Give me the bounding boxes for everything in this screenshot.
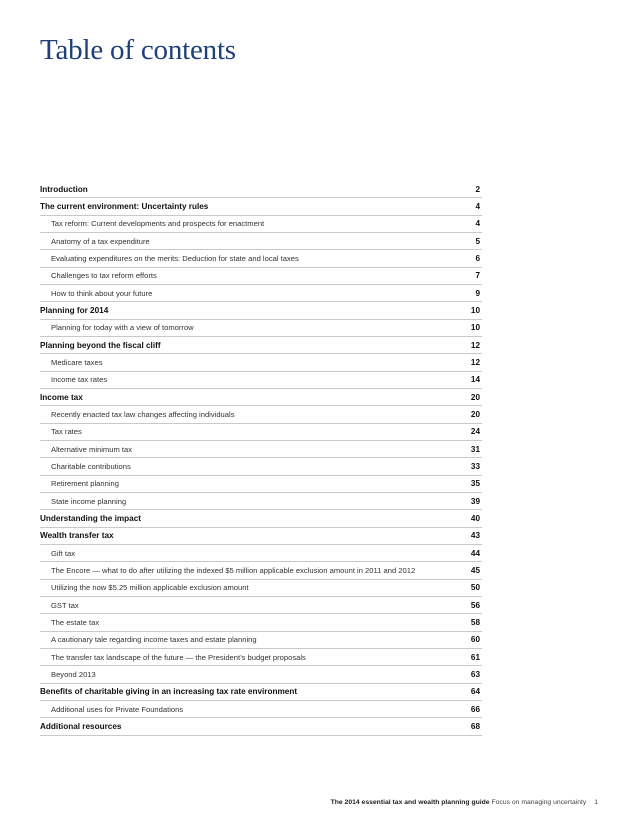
toc-entry-label: Recently enacted tax law changes affecting individuals [51, 409, 235, 419]
toc-entry-label: Additional resources [40, 721, 122, 731]
toc-entry-page-number: 6 [475, 253, 480, 263]
toc-entry-label: A cautionary tale regarding income taxes and estate planning [51, 635, 257, 645]
toc-subsection-entry[interactable] [40, 597, 482, 614]
toc-subsection-entry[interactable] [40, 701, 482, 718]
toc-entry-label: Planning for 2014 [40, 305, 109, 315]
toc-entry-page-number: 61 [470, 652, 480, 662]
toc-entry-page-number: 33 [470, 461, 480, 471]
toc-entry-page-number: 50 [470, 583, 480, 593]
toc-entry-label: Charitable contributions [51, 461, 131, 471]
toc-entry-page-number: 12 [470, 340, 480, 350]
toc-subsection-entry[interactable] [40, 649, 482, 666]
toc-subsection-entry[interactable] [40, 372, 482, 389]
toc-entry-label: Benefits of charitable giving in an increasing tax rate environment [40, 687, 298, 697]
toc-entry-label: Tax rates [51, 427, 82, 437]
toc-entry-page-number: 20 [470, 392, 480, 402]
toc-subsection-entry[interactable] [40, 493, 482, 510]
table-of-contents [40, 181, 482, 736]
toc-subsection-entry[interactable] [40, 632, 482, 649]
toc-entry-page-number: 44 [470, 548, 480, 558]
toc-entry-page-number: 20 [470, 409, 480, 419]
toc-entry-page-number: 9 [475, 288, 480, 298]
toc-entry-label: Income tax rates [51, 375, 108, 385]
toc-section-entry[interactable] [40, 302, 482, 319]
toc-subsection-entry[interactable] [40, 441, 482, 458]
toc-section-entry[interactable] [40, 198, 482, 215]
toc-subsection-entry[interactable] [40, 406, 482, 423]
toc-section-entry[interactable] [40, 337, 482, 354]
toc-subsection-entry[interactable] [40, 320, 482, 337]
footer-subtitle: Focus on managing uncertainty [491, 799, 587, 806]
toc-entry-label: The Encore — what to do after utilizing the indexed $5 million applicable exclusion amount in 2011 and 2012 [51, 565, 416, 575]
toc-section-entry[interactable] [40, 510, 482, 527]
toc-entry-label: The current environment: Uncertainty rules [40, 201, 209, 211]
toc-subsection-entry[interactable] [40, 424, 482, 441]
toc-subsection-entry[interactable] [40, 354, 482, 371]
toc-entry-label: Beyond 2013 [51, 669, 96, 679]
toc-entry-page-number: 43 [470, 531, 480, 541]
toc-subsection-entry[interactable] [40, 216, 482, 233]
toc-entry-label: Challenges to tax reform efforts [51, 271, 157, 281]
toc-section-entry[interactable] [40, 718, 482, 735]
toc-entry-page-number: 63 [470, 669, 480, 679]
toc-entry-page-number: 5 [475, 236, 480, 246]
toc-entry-label: GST tax [51, 600, 79, 610]
toc-section-entry[interactable] [40, 181, 482, 198]
toc-entry-label: Understanding the impact [40, 513, 141, 523]
footer-page-number: 1 [594, 799, 598, 806]
toc-section-entry[interactable] [40, 389, 482, 406]
toc-entry-page-number: 64 [470, 687, 480, 697]
toc-entry-label: Gift tax [51, 548, 76, 558]
toc-entry-page-number: 60 [470, 635, 480, 645]
toc-entry-page-number: 68 [470, 721, 480, 731]
toc-entry-label: The estate tax [51, 617, 100, 627]
toc-entry-label: Evaluating expenditures on the merits: Deduction for state and local taxes [51, 253, 299, 263]
toc-subsection-entry[interactable] [40, 268, 482, 285]
toc-entry-label: The transfer tax landscape of the future — the President’s budget proposals [51, 652, 306, 662]
toc-entry-page-number: 4 [475, 201, 480, 211]
toc-subsection-entry[interactable] [40, 250, 482, 267]
toc-entry-label: State income planning [51, 496, 127, 506]
toc-entry-page-number: 14 [470, 375, 480, 385]
toc-subsection-entry[interactable] [40, 458, 482, 475]
toc-entry-page-number: 10 [470, 305, 480, 315]
toc-entry-label: Wealth transfer tax [40, 531, 114, 541]
toc-subsection-entry[interactable] [40, 580, 482, 597]
toc-entry-page-number: 2 [475, 184, 480, 194]
toc-entry-label: Income tax [40, 392, 83, 402]
toc-subsection-entry[interactable] [40, 233, 482, 250]
toc-subsection-entry[interactable] [40, 666, 482, 683]
toc-entry-label: Planning for today with a view of tomorrow [51, 323, 194, 333]
toc-entry-page-number: 12 [470, 357, 480, 367]
toc-entry-label: Anatomy of a tax expenditure [51, 236, 150, 246]
toc-subsection-entry[interactable] [40, 614, 482, 631]
toc-entry-label: Additional uses for Private Foundations [51, 704, 184, 714]
footer-guide-title: The 2014 essential tax and wealth planning guide [330, 799, 490, 806]
toc-entry-label: Tax reform: Current developments and prospects for enactment [51, 219, 265, 229]
toc-subsection-entry[interactable] [40, 285, 482, 302]
toc-entry-label: Retirement planning [51, 479, 119, 489]
toc-entry-label: Introduction [40, 184, 88, 194]
toc-subsection-entry[interactable] [40, 562, 482, 579]
toc-entry-page-number: 58 [470, 617, 480, 627]
toc-entry-page-number: 24 [470, 427, 480, 437]
toc-subsection-entry[interactable] [40, 476, 482, 493]
toc-entry-label: Utilizing the now $5.25 million applicable exclusion amount [51, 583, 249, 593]
page-title: Table of contents [40, 34, 236, 66]
toc-entry-label: Medicare taxes [51, 357, 103, 367]
toc-entry-page-number: 40 [470, 513, 480, 523]
toc-entry-page-number: 35 [470, 479, 480, 489]
toc-entry-page-number: 4 [475, 219, 480, 229]
toc-entry-page-number: 45 [470, 565, 480, 575]
toc-entry-page-number: 31 [470, 444, 480, 454]
page-footer [331, 799, 598, 806]
toc-entry-page-number: 10 [470, 323, 480, 333]
toc-section-entry[interactable] [40, 684, 482, 701]
toc-section-entry[interactable] [40, 528, 482, 545]
toc-entry-page-number: 56 [470, 600, 480, 610]
toc-entry-label: Alternative minimum tax [51, 444, 133, 454]
toc-entry-label: How to think about your future [51, 288, 153, 298]
toc-entry-page-number: 39 [470, 496, 480, 506]
toc-entry-page-number: 7 [475, 271, 480, 281]
toc-entry-page-number: 66 [470, 704, 480, 714]
toc-subsection-entry[interactable] [40, 545, 482, 562]
toc-entry-label: Planning beyond the fiscal cliff [40, 340, 161, 350]
